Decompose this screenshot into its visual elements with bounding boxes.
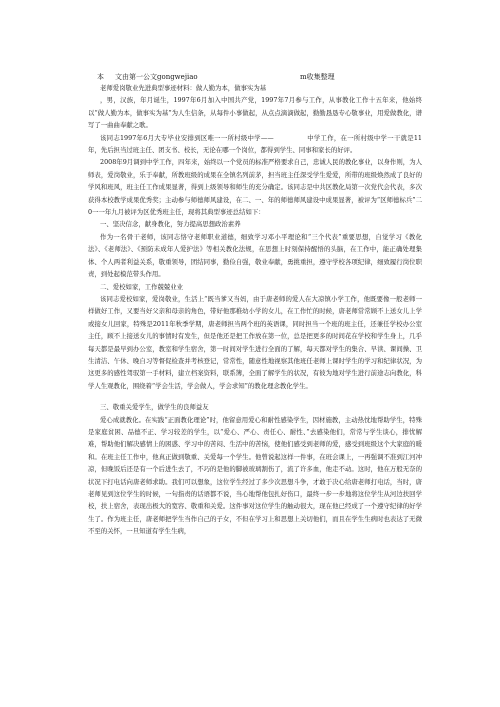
section-heading-2: 二、爱校如家，工作兢兢业业	[100, 282, 184, 291]
document-body	[88, 82, 422, 538]
achievements-paragraph: 2008年9月调到中学工作，四年来，始终以一个党员的标准严格要求自己，忠诚人民的教化事业，以身作则，为人师表，爱岗敬业，乐于奉献，所教班级的成果在全镇名列前茅，担当班主任深受学生爱爱，所带的班级焕然成了良好的学风和班风，班主任工作成果显著，得到上级领导和师生的充分确定。该同志是中共区教化局第一次党代会代表，多次获得本校教学成果优秀奖；主动参与师德师风建设，在二、一、年的师德师风建设中成果显著，被评为“区师德标兵”二0一一年九月被评为区优秀班主任，现将其典型事迹总结如下：	[88, 158, 422, 217]
section-heading-3: 三、敬重关爱学生，做学生的良师益友	[100, 403, 209, 412]
paragraph-gap	[88, 392, 422, 401]
header-right: m收集整理	[300, 73, 335, 81]
career-paragraph: 该同志1997年6月大专毕业安排到区唯一一所村级中学—— 中学工作，在一所村级中学一干就是11年，先后担当过班主任、团支书、校长，无论在哪一个岗位，都得到学生、同事和家长的好评。	[88, 133, 422, 155]
section-heading-1: 一、坚决信念，献身教化，努力提高思想政治素养	[100, 220, 241, 229]
section-2-paragraph: 该同志爱校如家，爱岗敬业，生活上“既当爹又当妈，由于唐老师的爱人在大凉镇小学工作，他既要像一般老师一样做好工作，又要当好父亲和母亲的角色，带好他那稚幼小学的女儿，在工作忙的时候，唐老师常常顾不上送女儿上学或接女儿回家，特殊是2011年秋季学期，唐老师担当两个班的英语课，同时担当一个班的班主任，还兼任学校办公室主任，顾不上接送女儿的事情时有发生，但是他还是把工作放在第一位，总是把更多的时间花在学校和学生身上，几乎每天都是最早到办公室，教室和学生宿舍，第一时间对学生进行全面的了解，每天都对学生的集合、早读、课间操、卫生清洁、午休、晚自习等督促检查并考核登记，常常性，随意性地视察其他班任老师上课时学生的学习和纪律状况，为这更多的感性驾驭第一手材料，建立档案资料，联系簿，全面了解学生的状况，有彼为地对学生进行前途志向教化，科学人生观教化，围绕着“学会生活，学会做人，学会求知”的教化理念教化学生。	[88, 294, 422, 390]
intro-paragraph: ，男，汉族，年月诞生，1997年6月加入中国共产党，1997年7月参与工作，从事教化工作十五年来，他始终以“做人勤为本，做事实为基”为人生信条，从每件小事做起，从点点滴滴做起，勤勤恳恳专心敬事业，用爱做教化，谱写了一曲曲奉献之歌。	[88, 96, 422, 130]
header-left: 本	[97, 73, 104, 81]
section-3-paragraph: 爱心成就教化。在实践“正面教化理论”时，他留意用爱心和耐性感染学生，因材施教，主动热忱地帮助学生，特殊是家庭贫困、品德不正、学习较差的学生，以“爱心、严心、责任心、耐性、”去感染他们，常常与学生谈心，排忧解难，帮助他们解决感情上的困惑、学习中的苦闷、生活中的苦恼，使他们感受到老师的爱，感受到班级这个大家庭的暖和。在班主任工作中，他真正做到敬重、关爱每一个学生。他曾说起这样一件事，在班会课上，一再强调不准到江河冲凉，但晚饭后还是有一个后进生去了，不巧的是他的脚被玻璃割伤了，流了许多血，他走不动。这时，他在万般无奈的状况下打电话向唐老师求助。我们可以想象，这位学生经过了多少次思想斗争，才敢于决心给唐老师打电话，当时，唐老师见到这位学生的时候，一句指责的话语都不说，当心地帮他包扎好伤口，最终一步一步地将这位学生从河边扶回学校，扶上宿舍，表现出极大的宽容、敬重和关爱。这件事对这位学生的触动很大，现在他已经成了一个遵守纪律的好学生了。作为班主任，唐老师把学生当作自己的子女，不但在学习上和思想上关切他们，而且在学生生病时也表达了无微不至的关怀，一旦知道有学生生病，	[88, 415, 422, 536]
section-1-paragraph: 作为一名骨干老师，该同志恪守老师职业道德，细致学习邓小平理论和“三个代表”重要思想，自觉学习《教化法》、《老师法》、《预防未成年人爱护法》等相关教化法规，在思想上时刻保持醒悟的头脑，在工作中，能正确处理集体、个人两者利益关系，敬重领导，团结同事，勤俭自强，敬业奉献，勇挑重担，遵守学校各项纪律，细致履行岗位职责，到处起模范带头作用。	[88, 232, 422, 279]
doc-title-line: 老师爱岗敬业先进典型事迹材料：做人勤为本，做事实为基	[100, 84, 267, 92]
header-title: 文由第一公文gongwejiao	[115, 73, 198, 81]
